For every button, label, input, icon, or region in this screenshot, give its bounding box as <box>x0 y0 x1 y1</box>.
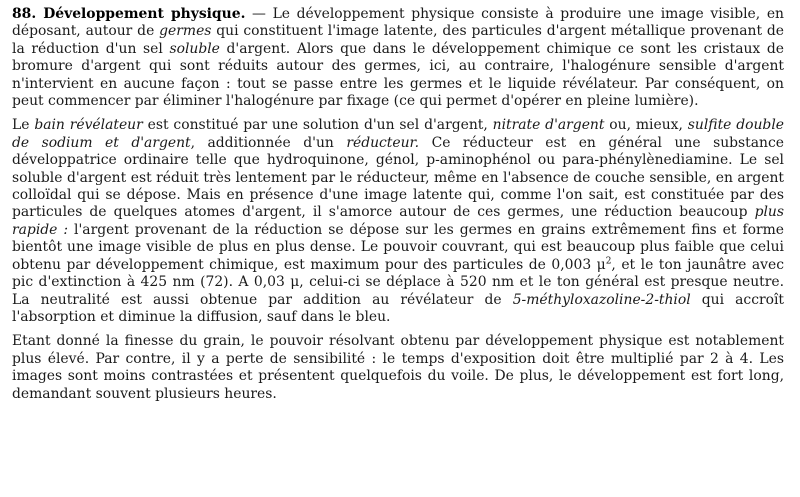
text-span: est constitué par une solution d'un sel d'argent, <box>142 117 493 134</box>
text-span: Le développement physique consiste à produire une image visible, en déposant, autour de <box>12 6 784 40</box>
text-span: Etant donné la finesse du grain, le pouvoir résolvant obtenu par développement physique est notablement plus élevé. Par contre, il y a perte de sensibilité : le temps d'exposition doit être multiplié par 2 à 4. Les images sont moins contrastées et présentent quelquefois du voile. De plus, le développement est fort long, demandant souvent plusieurs heures. <box>12 333 784 402</box>
heading-dash: — <box>245 6 273 22</box>
section-title: Développement physique. <box>43 6 246 22</box>
text-span: qui accroît l'absorption et diminue la diffusion, sauf dans le bleu. <box>12 291 785 325</box>
superscript: 2 <box>605 256 612 267</box>
document-page <box>12 6 784 403</box>
italic-term: 5-méthyloxazoline-2-thiol <box>512 291 691 308</box>
text-span: , et le ton jaunâtre avec pic d'extinction à 425 nm (72). A 0,03 μ, celui-ci se déplace à 520 nm et le ton général est presque neutre. La neutralité est aussi obtenue par addition au révélateur de <box>12 256 785 308</box>
text-span: d'argent. Alors que dans le développement chimique ce sont les cristaux de bromure d'argent qui sont réduits autour des germes, ici, au contraire, l'halogénure sensible d'argent n'intervient en aucune façon : tout se passe entre les germes et le liquide révélateur. Par conséquent, on peut commencer par éliminer l'halogénure par fixage (ce qui permet d'opérer en pleine lumière). <box>12 40 785 110</box>
italic-term: germes <box>159 23 212 40</box>
italic-term: sulfite double de sodium et d'argent <box>12 117 784 151</box>
text-span: , additionnée d'un <box>190 134 347 151</box>
italic-term: bain révélateur <box>34 117 143 134</box>
italic-term: plus rapide : <box>12 204 784 238</box>
paragraph-conclusion <box>12 333 784 403</box>
text-span: qui constituent l'image latente, des particules d'argent métallique provenant de la réduction d'un sel <box>12 23 784 57</box>
text-span: l'argent provenant de la réduction se dépose sur les germes en grains extrêmement fins et forme bientôt une image visible de plus en plus dense. Le pouvoir couvrant, qui est beaucoup plus faible que celui obtenu par développement chimique, est maximum pour des particules de 0,003 μ <box>12 221 784 273</box>
paragraph-bath <box>12 117 784 326</box>
italic-term: nitrate d'argent <box>492 117 605 134</box>
italic-term: soluble <box>169 40 220 57</box>
paragraph-intro <box>12 6 784 110</box>
italic-term: réducteur. <box>346 134 420 151</box>
text-span: Ce réducteur est en général une substance développatrice ordinaire telle que hydroquinone, génol, p-aminophénol ou para-phénylènediamine. Le sel soluble d'argent est réduit très lentement par le réducteur, même en l'absence de couche sensible, en argent colloïdal qui se dépose. Mais en présence d'une image latente qui, comme l'on sait, est constituée par des particules de quelques atomes d'argent, il s'amorce autour de ces germes, une réduction beaucoup <box>12 134 784 221</box>
text-span: ou, mieux, <box>604 117 688 134</box>
section-heading <box>12 6 245 22</box>
text-span: Le <box>12 117 35 134</box>
section-number: 88. <box>12 6 37 22</box>
